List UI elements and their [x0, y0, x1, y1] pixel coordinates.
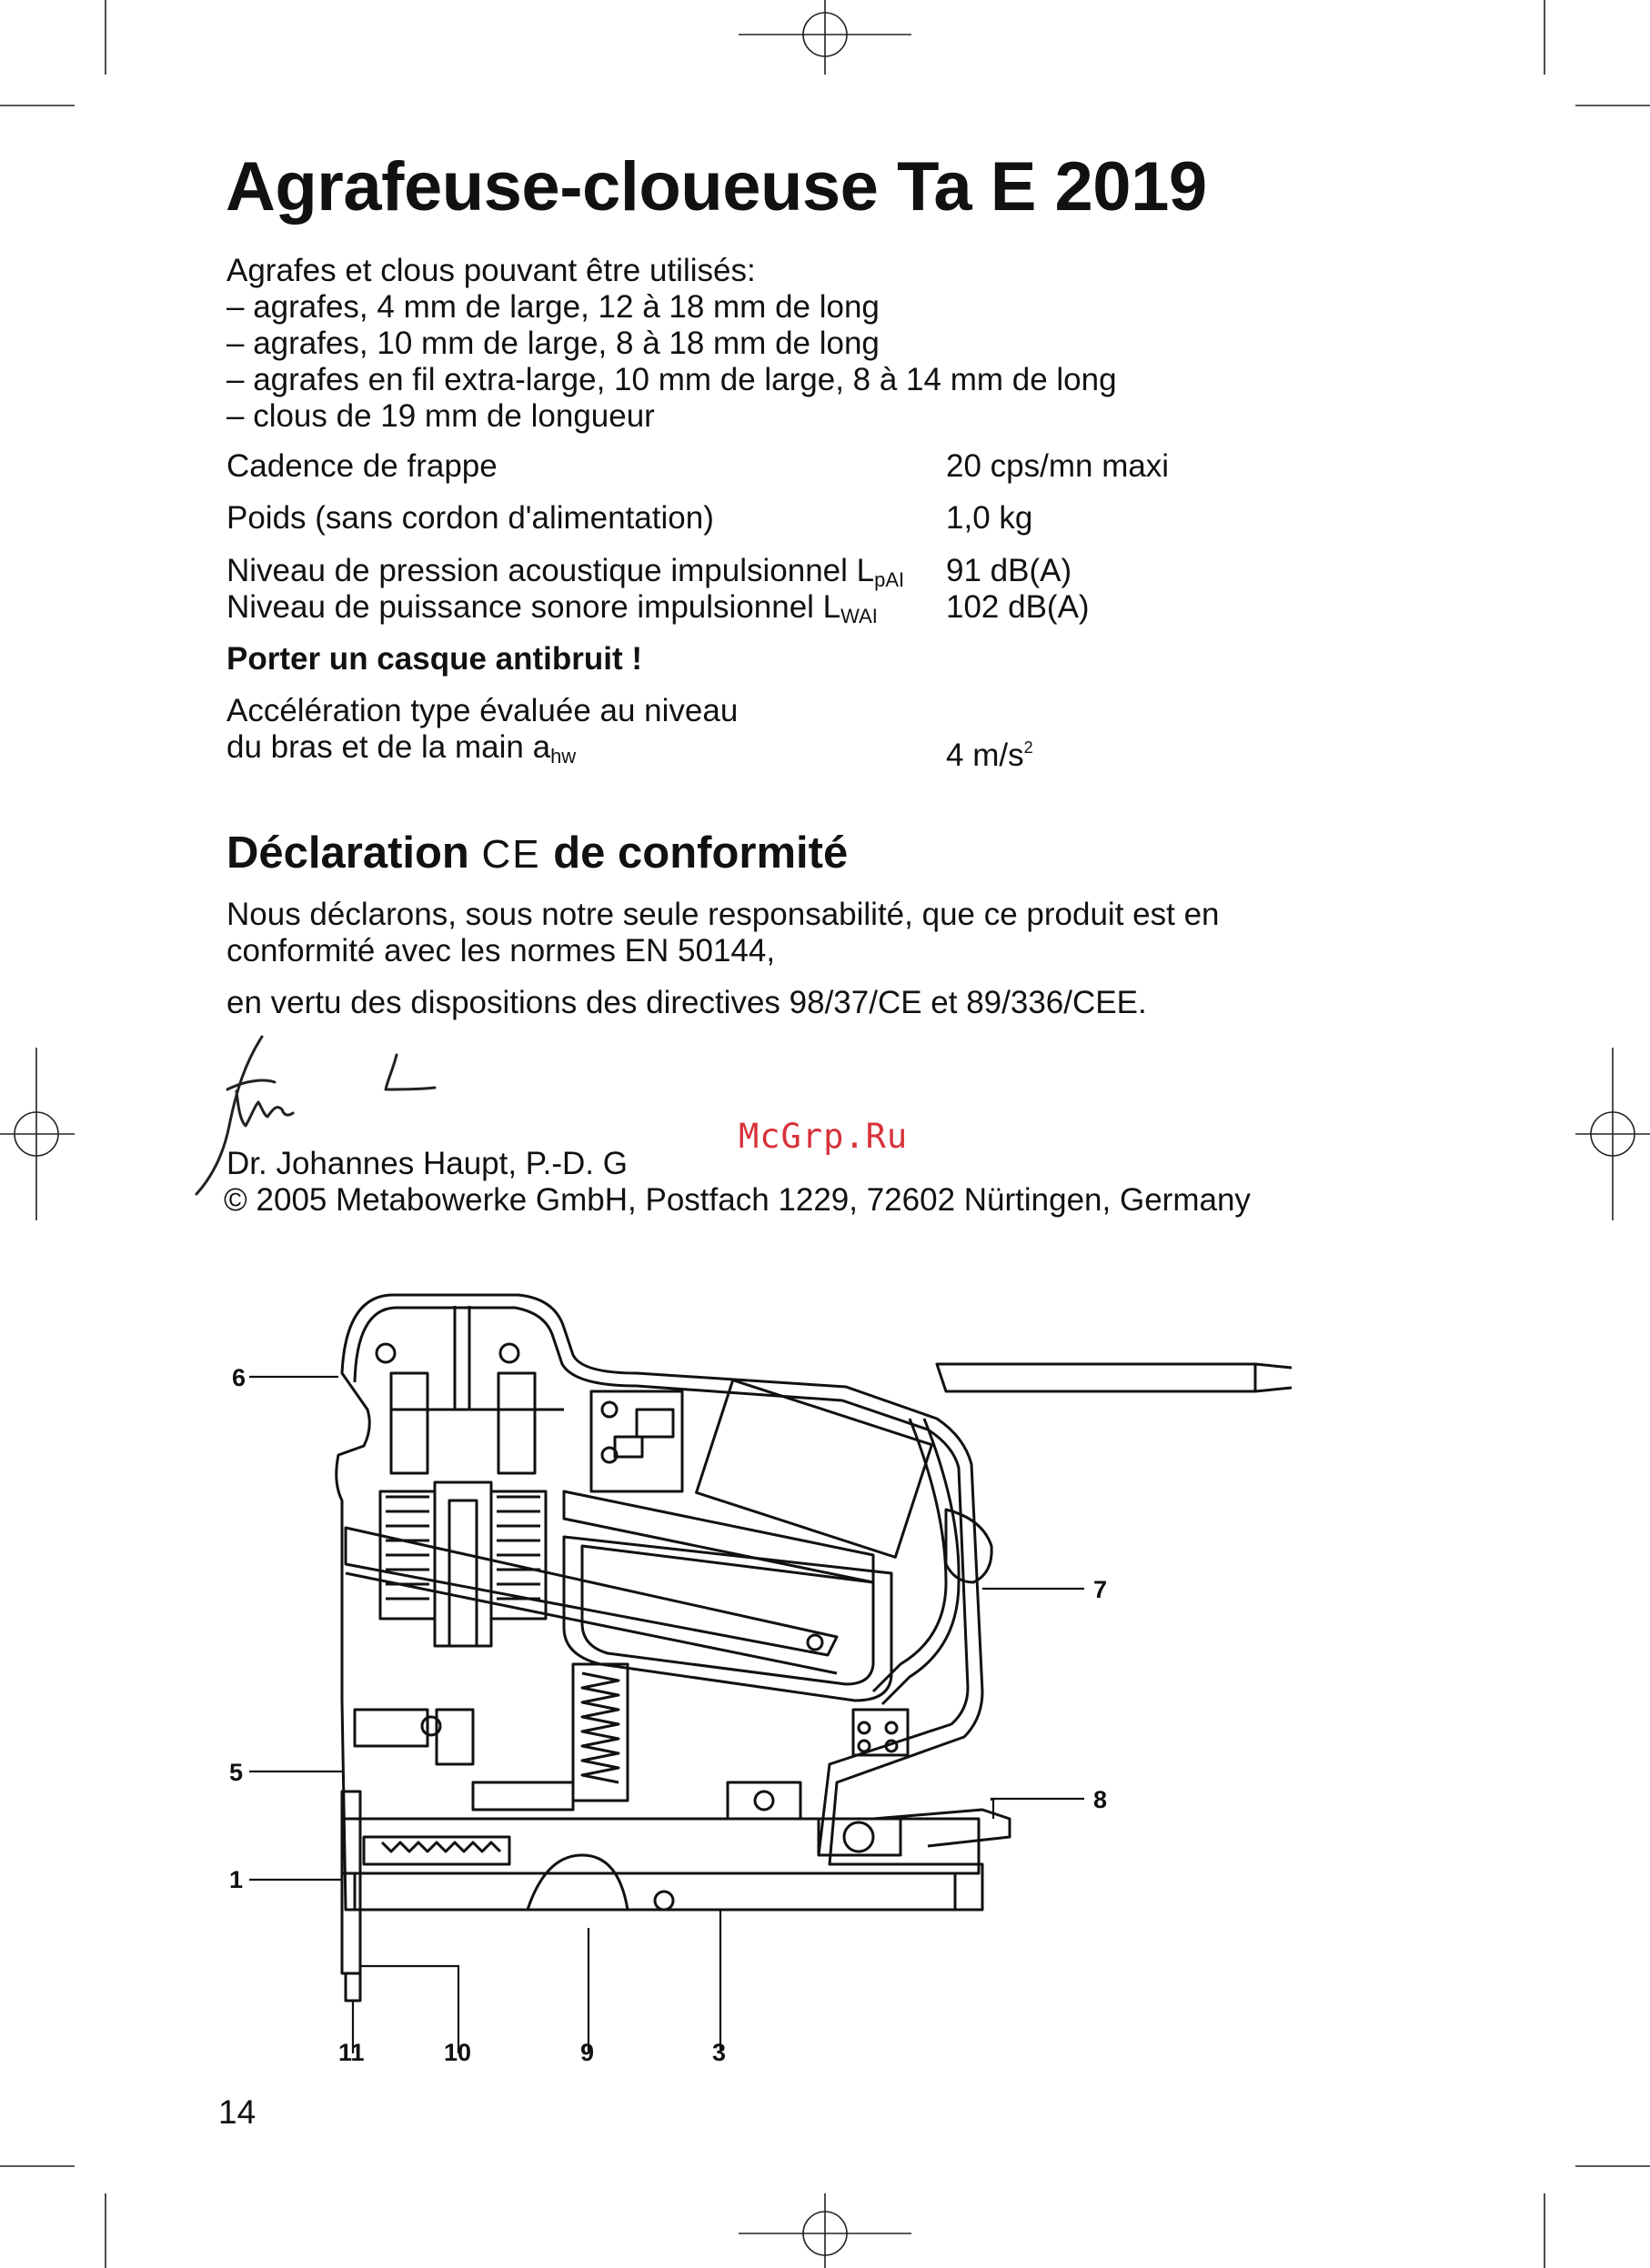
hearing-protection-warning: Porter un casque antibruit !	[226, 641, 642, 677]
copyright-line: © 2005 Metabowerke GmbH, Postfach 1229, 72602 Nürtingen, Germany	[224, 1182, 1251, 1218]
usable-intro: Agrafes et clous pouvant être utilisés:	[226, 253, 756, 288]
accel-superscript: 2	[1023, 738, 1033, 757]
rate-value: 20 cps/mn maxi	[946, 448, 1170, 484]
power-label-text: Niveau de puissance sonore impulsionnel L	[226, 589, 841, 625]
callout-7: 7	[1093, 1576, 1108, 1603]
accel-label-line2	[226, 729, 576, 775]
accel-label-text: du bras et de la main a	[226, 729, 551, 765]
accel-value	[946, 729, 1033, 774]
pressure-value: 91 dB(A)	[946, 553, 1072, 588]
callout-9: 9	[580, 2039, 595, 2066]
accel-value-text: 4 m/s	[946, 738, 1024, 773]
ce-mark-icon: CE	[481, 832, 541, 877]
declaration-title-after: de conformité	[553, 828, 849, 878]
rate-label: Cadence de frappe	[226, 448, 498, 484]
declaration-para1-line2: conformité avec les normes EN 50144,	[226, 933, 776, 968]
pressure-label-text: Niveau de pression acoustique impulsionnel L	[226, 553, 875, 588]
callout-10: 10	[444, 2039, 472, 2066]
callout-6: 6	[232, 1364, 246, 1391]
callout-5: 5	[229, 1759, 244, 1786]
accel-subscript: hw	[550, 745, 577, 768]
pressure-subscript: pAI	[874, 568, 905, 591]
callout-3: 3	[712, 2039, 727, 2066]
usable-item: – agrafes, 4 mm de large, 12 à 18 mm de long	[226, 289, 880, 325]
declaration-title-before: Déclaration	[226, 828, 469, 878]
signatory-name: Dr. Johannes Haupt, P.-D. G	[226, 1146, 628, 1181]
page-number: 14	[218, 2093, 257, 2131]
usable-item: – clous de 19 mm de longueur	[226, 398, 655, 434]
declaration-title	[226, 826, 848, 882]
stapler-cross-section-diagram	[0, 1273, 1650, 2092]
weight-label: Poids (sans cordon d'alimentation)	[226, 500, 714, 536]
usable-item: – agrafes en fil extra-large, 10 mm de large, 8 à 14 mm de long	[226, 362, 1117, 397]
power-subscript: WAI	[840, 605, 878, 627]
accel-label-line1: Accélération type évaluée au niveau	[226, 693, 739, 728]
usable-item: – agrafes, 10 mm de large, 8 à 18 mm de long	[226, 326, 880, 361]
declaration-para2: en vertu des dispositions des directives 98/37/CE et 89/336/CEE.	[226, 985, 1147, 1020]
weight-value: 1,0 kg	[946, 500, 1033, 536]
power-value: 102 dB(A)	[946, 589, 1090, 625]
watermark: McGrp.Ru	[739, 1117, 909, 1156]
callout-11: 11	[338, 2039, 365, 2066]
callout-1: 1	[229, 1866, 244, 1893]
declaration-para1-line1: Nous déclarons, sous notre seule responsabilité, que ce produit est en	[226, 897, 1220, 932]
callout-8: 8	[1093, 1786, 1108, 1813]
power-label	[226, 589, 878, 635]
page-title: Agrafeuse-cloueuse Ta E 2019	[226, 148, 1207, 226]
